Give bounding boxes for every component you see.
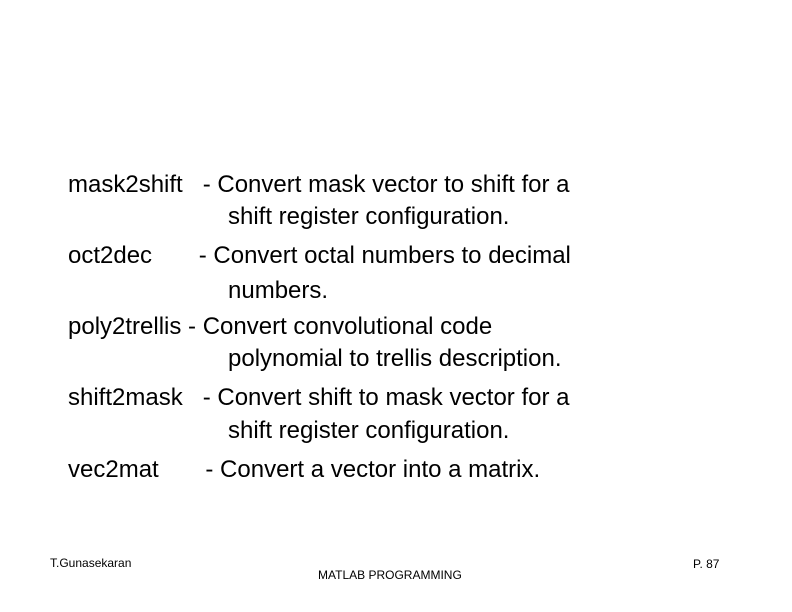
- entry-oct2dec: oct2dec - Convert octal numbers to decimal: [68, 242, 571, 269]
- entry-oct2dec-continuation: numbers.: [228, 277, 329, 304]
- footer-course: MATLAB PROGRAMMING: [318, 568, 462, 582]
- entry-poly2trellis: poly2trellis - Convert convolutional code: [68, 313, 493, 340]
- entry-mask2shift-continuation: shift register configuration.: [228, 203, 510, 230]
- entry-vec2mat: vec2mat - Convert a vector into a matrix.: [68, 456, 541, 483]
- entry-mask2shift: mask2shift - Convert mask vector to shift for a: [68, 171, 570, 198]
- entry-shift2mask: shift2mask - Convert shift to mask vector for a: [68, 384, 570, 411]
- footer-author: T.Gunasekaran: [50, 556, 132, 570]
- footer-page-number: P. 87: [693, 557, 720, 571]
- entry-shift2mask-continuation: shift register configuration.: [228, 417, 510, 444]
- entry-poly2trellis-continuation: polynomial to trellis description.: [228, 345, 562, 372]
